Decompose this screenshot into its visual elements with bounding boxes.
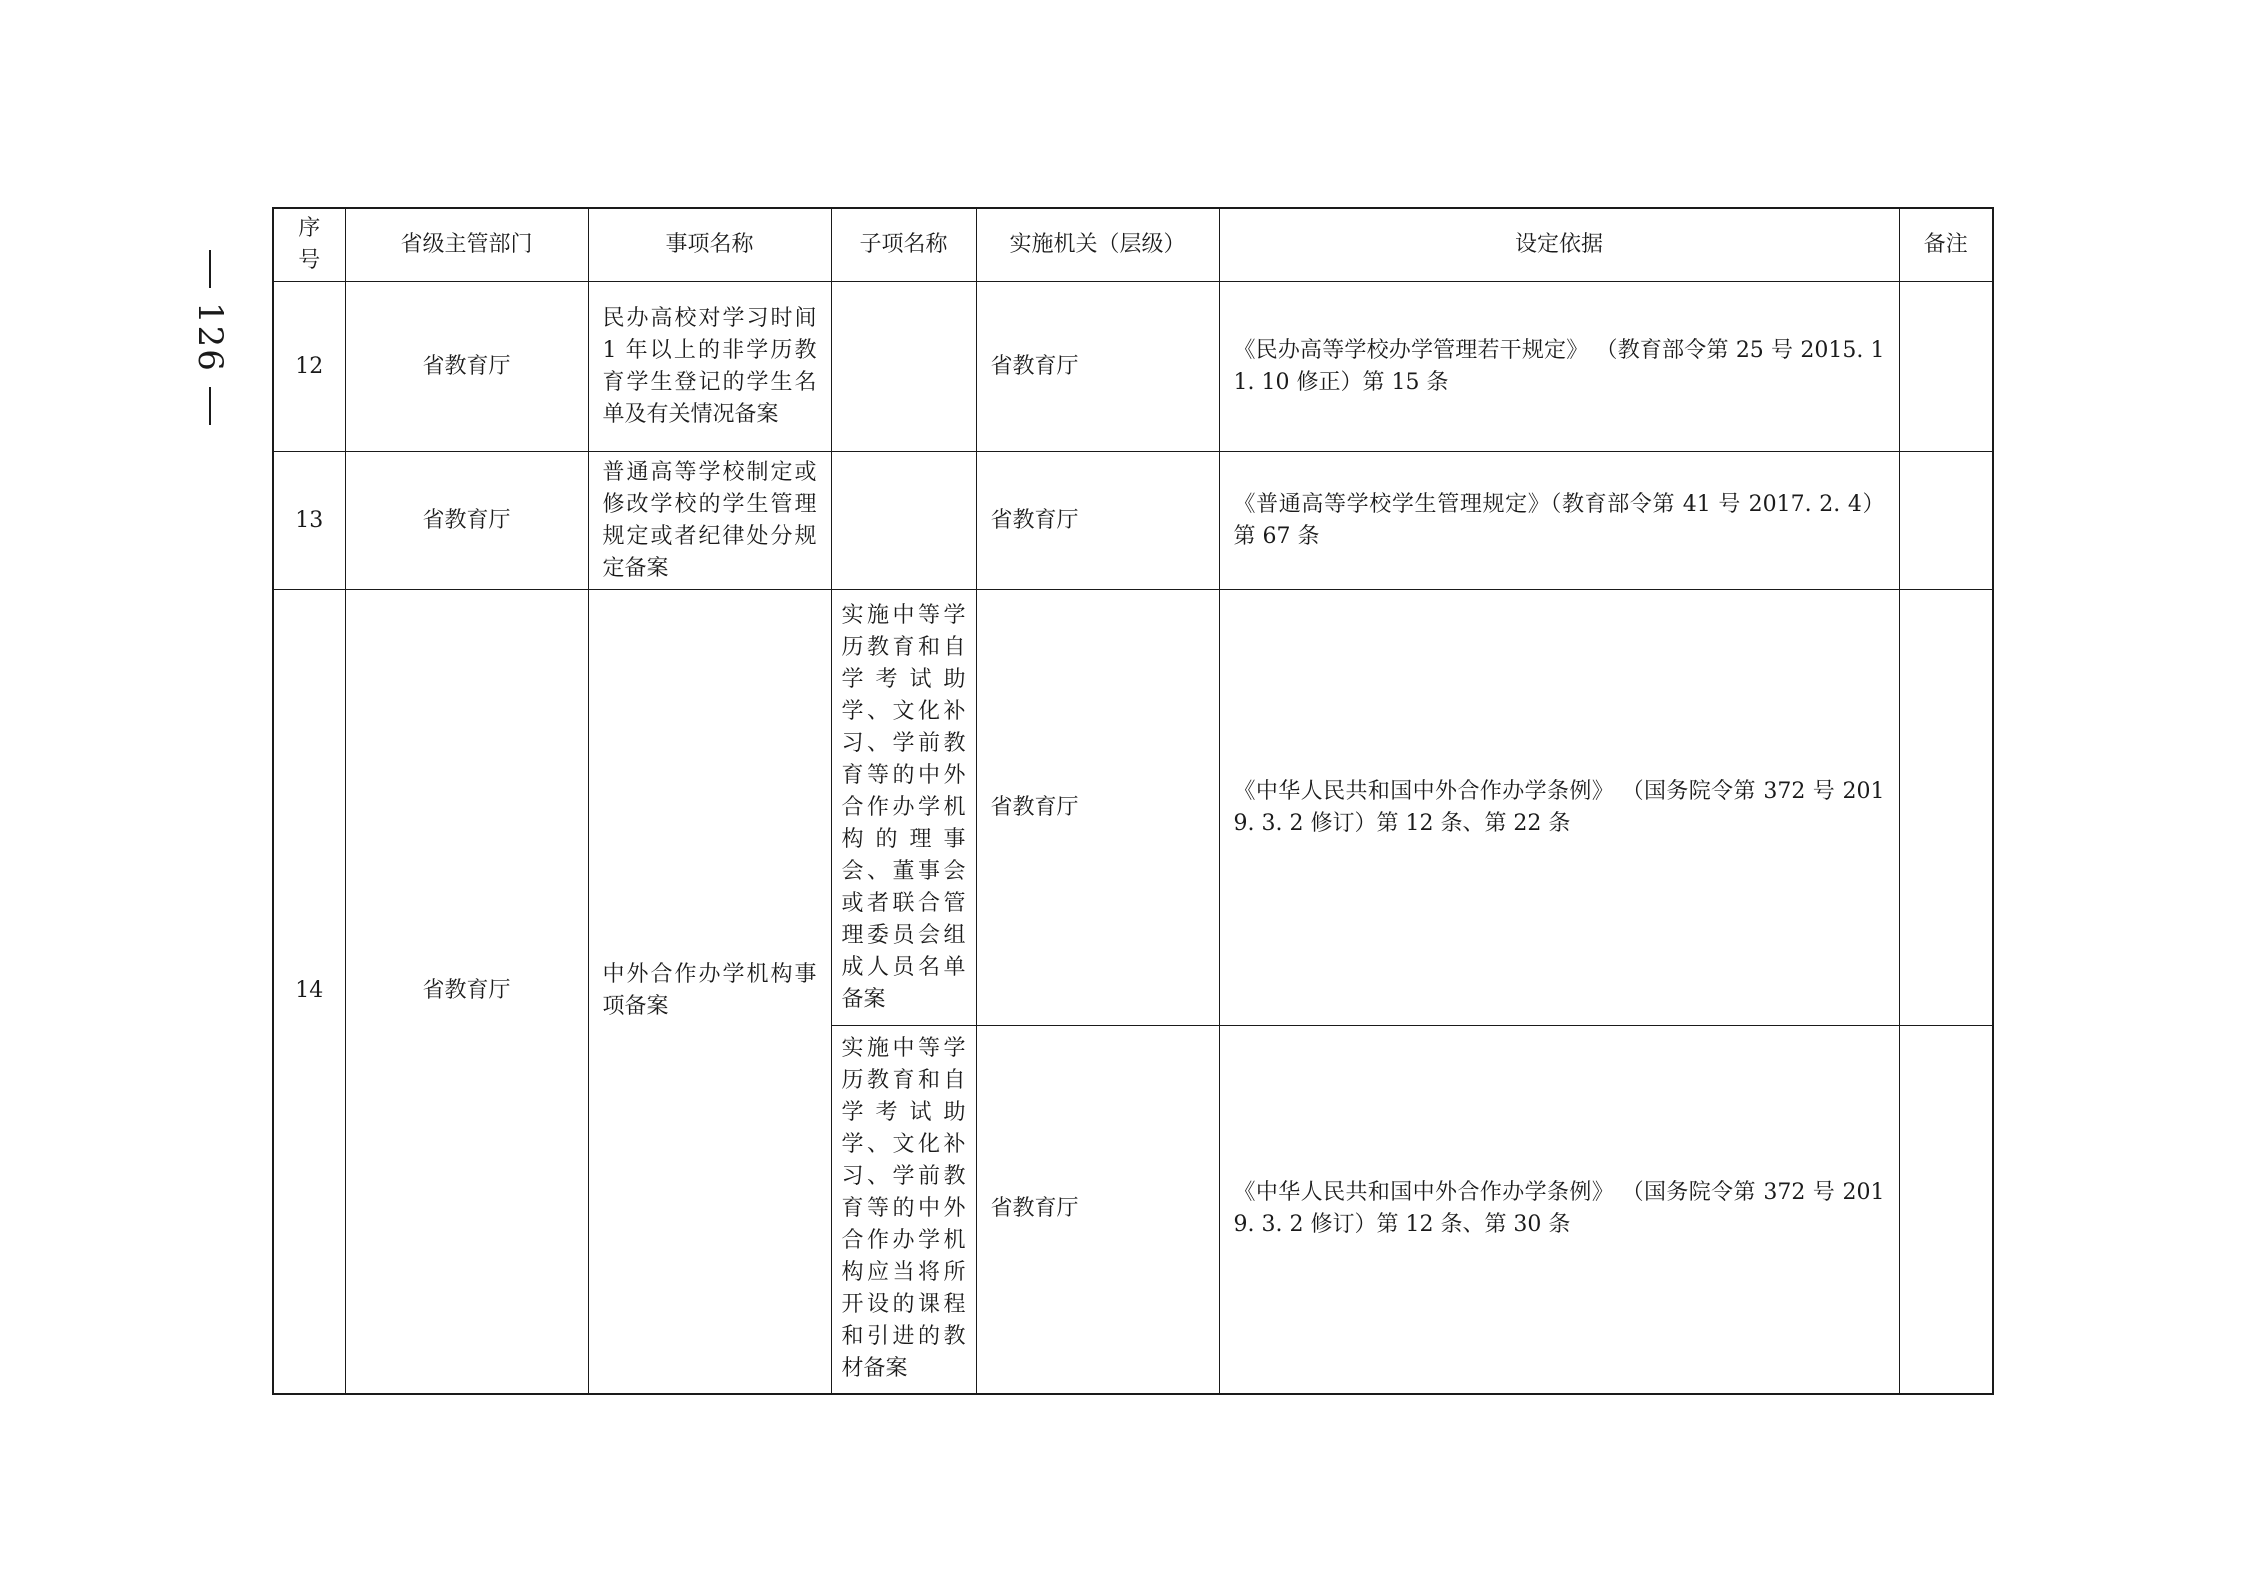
- row-subitem: 实施中等学历教育和自学考试助学、文化补习、学前教育等的中外合作办学机构应当将所开设的课程和引进的教材备案: [831, 1026, 976, 1394]
- table-row: [273, 282, 1993, 452]
- row-basis: 《中华人民共和国中外合作办学条例》 （国务院令第 372 号 2019. 3. 2 修订）第 12 条、第 22 条: [1219, 590, 1899, 1026]
- table-row: [273, 452, 1993, 590]
- page-number-text: 126: [190, 302, 230, 373]
- header-basis: 设定依据: [1219, 208, 1899, 282]
- header-agency: 实施机关（层级）: [976, 208, 1219, 282]
- page-number-dash-top: [209, 250, 211, 288]
- row-subitem: [831, 452, 976, 590]
- row-dept: 省教育厅: [345, 452, 588, 590]
- row-basis: 《民办高等学校办学管理若干规定》 （教育部令第 25 号 2015. 11. 10 修正）第 15 条: [1219, 282, 1899, 452]
- row-basis: 《中华人民共和国中外合作办学条例》 （国务院令第 372 号 2019. 3. 2 修订）第 12 条、第 30 条: [1219, 1026, 1899, 1394]
- header-dept: 省级主管部门: [345, 208, 588, 282]
- row-remark: [1899, 452, 1993, 590]
- header-item: 事项名称: [588, 208, 831, 282]
- table-row: [273, 590, 1993, 1026]
- row-item: 中外合作办学机构事项备案: [588, 590, 831, 1394]
- row-agency: 省教育厅: [976, 282, 1219, 452]
- row-agency: 省教育厅: [976, 452, 1219, 590]
- row-item: 民办高校对学习时间 1 年以上的非学历教育学生登记的学生名单及有关情况备案: [588, 282, 831, 452]
- header-remark: 备注: [1899, 208, 1993, 282]
- row-dept: 省教育厅: [345, 590, 588, 1394]
- row-basis: 《普通高等学校学生管理规定》（教育部令第 41 号 2017. 2. 4）第 67 条: [1219, 452, 1899, 590]
- row-agency: 省教育厅: [976, 590, 1219, 1026]
- page-number: [190, 250, 230, 425]
- header-index: 序号: [273, 208, 345, 282]
- row-index: 12: [273, 282, 345, 452]
- row-item: 普通高等学校制定或修改学校的学生管理规定或者纪律处分规定备案: [588, 452, 831, 590]
- row-subitem: [831, 282, 976, 452]
- page-number-dash-bottom: [209, 387, 211, 425]
- row-remark: [1899, 1026, 1993, 1394]
- row-subitem: 实施中等学历教育和自学考试助学、文化补习、学前教育等的中外合作办学机构的理事会、董事会或者联合管理委员会组成人员名单备案: [831, 590, 976, 1026]
- row-index: 13: [273, 452, 345, 590]
- table-header-row: [273, 208, 1993, 282]
- row-index: 14: [273, 590, 345, 1394]
- filing-items-table: [272, 207, 1994, 1395]
- row-remark: [1899, 282, 1993, 452]
- row-remark: [1899, 590, 1993, 1026]
- header-subitem: 子项名称: [831, 208, 976, 282]
- row-dept: 省教育厅: [345, 282, 588, 452]
- row-agency: 省教育厅: [976, 1026, 1219, 1394]
